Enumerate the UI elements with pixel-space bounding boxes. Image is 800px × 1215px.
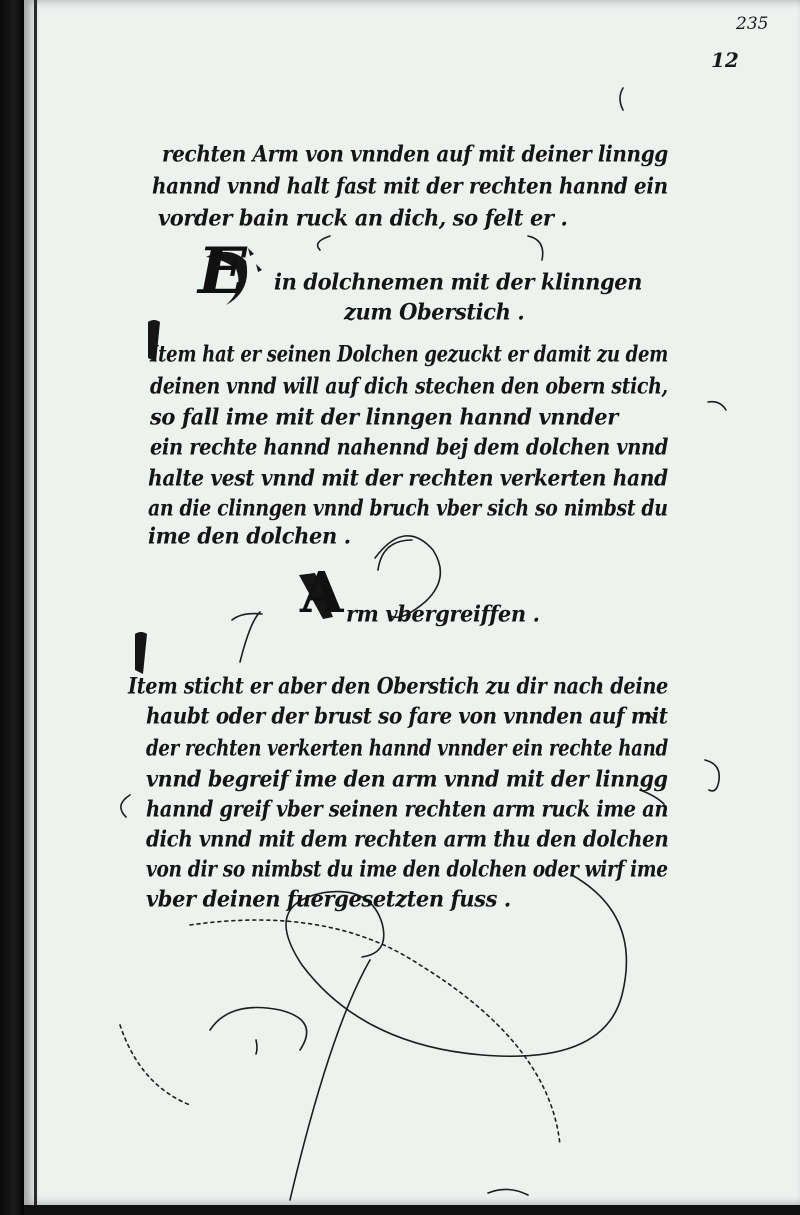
text-line: dich vnnd mit dem rechten arm thu den dolchen	[146, 825, 669, 852]
illuminated-initial-a: A	[300, 560, 344, 626]
illuminated-initial-e: E	[198, 234, 247, 309]
section-heading-line: zum Oberstich .	[344, 298, 525, 325]
text-line: haubt oder der brust so fare von vnnden auf mit	[146, 702, 668, 729]
text-line: rechten Arm von vnnden auf mit deiner linngg	[162, 140, 668, 167]
text-line: vber deinen fuergesetzten fuss .	[146, 885, 511, 912]
text-line: ime den dolchen .	[148, 522, 351, 549]
page-number: 12	[711, 48, 739, 72]
text-line: vorder bain ruck an dich, so felt er .	[158, 204, 568, 231]
text-line: Item sticht er aber den Oberstich zu dir nach deine	[128, 672, 668, 699]
text-line: deinen vnnd will auf dich stechen den obern stich,	[150, 372, 668, 399]
text-line: hannd greif vber seinen rechten arm ruck ime an	[146, 795, 669, 822]
text-line: vnnd begreif ime den arm vnnd mit der linngg	[146, 765, 668, 792]
text-line: so fall ime mit der linngen hannd vnnder	[150, 403, 618, 430]
folio-number-top: 235	[736, 14, 769, 34]
text-line: der rechten verkerten hannd vnnder ein rechte hand	[146, 734, 668, 761]
text-line: Item hat er seinen Dolchen gezuckt er damit zu dem	[150, 340, 668, 367]
text-line: an die clinngen vnnd bruch vber sich so nimbst du	[148, 494, 668, 521]
section-heading: rm vbergreiffen .	[346, 600, 540, 627]
section-heading-line: in dolchnemen mit der klinngen	[274, 268, 643, 295]
text-line: hannd vnnd halt fast mit der rechten hannd ein	[152, 172, 668, 199]
text-line: ein rechte hannd nahennd bej dem dolchen vnnd	[150, 433, 669, 460]
text-line: halte vest vnnd mit der rechten verkerten hand	[148, 464, 668, 491]
text-line: von dir so nimbst du ime den dolchen oder wirf ime	[146, 855, 668, 882]
